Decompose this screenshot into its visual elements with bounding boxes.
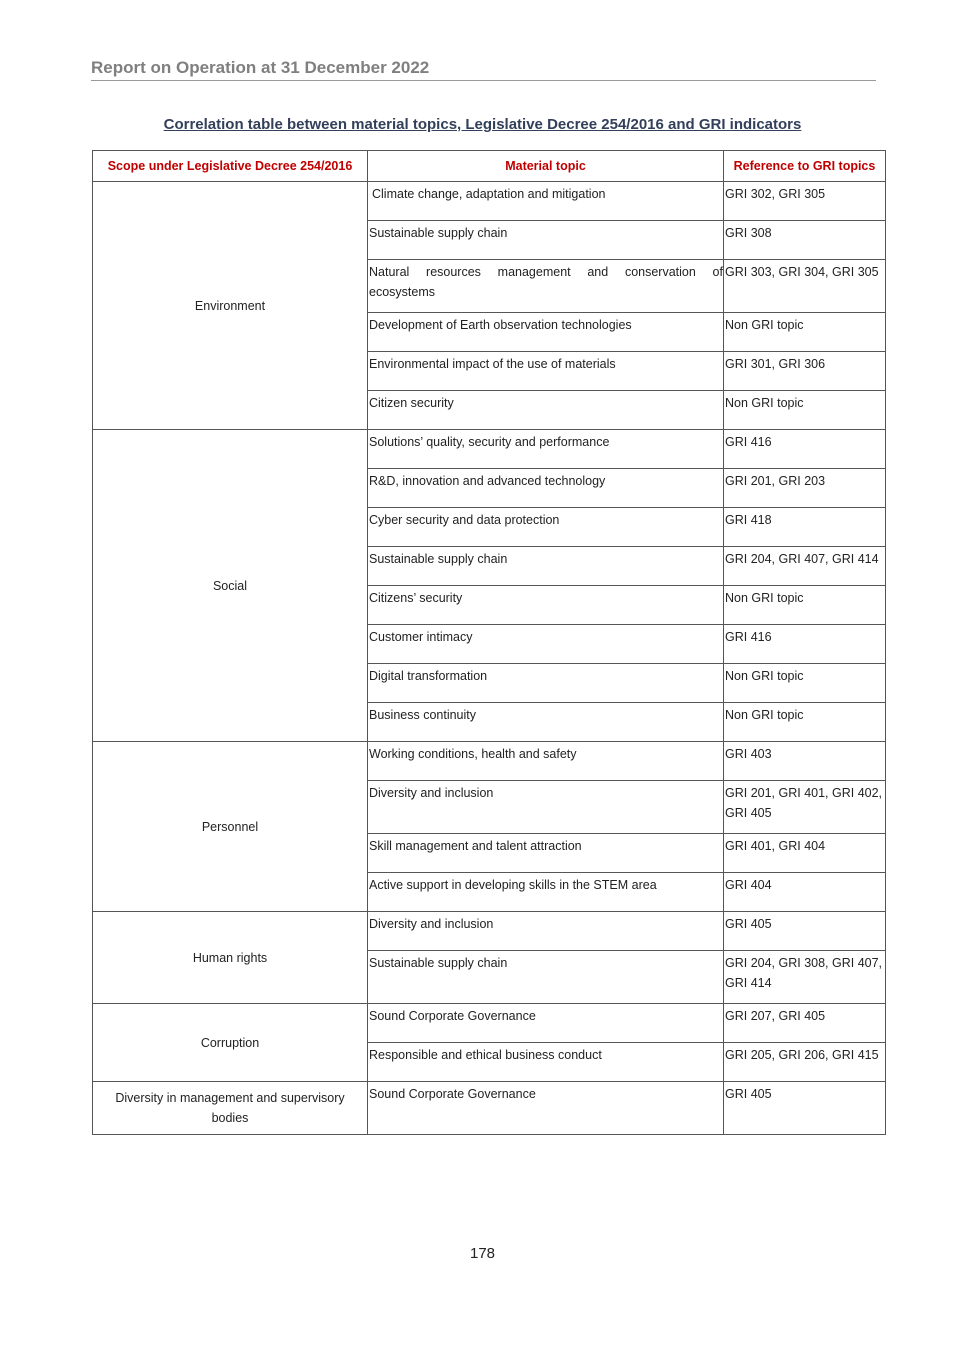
material-topic-cell: Diversity and inclusion xyxy=(368,781,724,834)
scope-cell-personnel: Personnel xyxy=(93,742,368,912)
gri-reference-cell: Non GRI topic xyxy=(724,586,886,625)
material-topic-cell: R&D, innovation and advanced technology xyxy=(368,469,724,508)
gri-reference-cell: GRI 403 xyxy=(724,742,886,781)
gri-reference-cell: GRI 301, GRI 306 xyxy=(724,352,886,391)
gri-reference-cell: GRI 401, GRI 404 xyxy=(724,834,886,873)
scope-cell-corruption: Corruption xyxy=(93,1004,368,1082)
material-topic-cell: Citizens’ security xyxy=(368,586,724,625)
gri-reference-cell: GRI 201, GRI 401, GRI 402, GRI 405 xyxy=(724,781,886,834)
gri-reference-cell: Non GRI topic xyxy=(724,313,886,352)
table-row xyxy=(93,1004,886,1043)
gri-reference-cell: Non GRI topic xyxy=(724,664,886,703)
gri-reference-cell: GRI 308 xyxy=(724,221,886,260)
material-topic-cell: Cyber security and data protection xyxy=(368,508,724,547)
report-title: Report on Operation at 31 December 2022 xyxy=(91,58,430,77)
gri-reference-cell: GRI 416 xyxy=(724,430,886,469)
material-topic-cell: Sustainable supply chain xyxy=(368,547,724,586)
table-row xyxy=(93,430,886,469)
table-title-text: Correlation table between material topics, Legislative Decree 254/2016 and GRI indicators xyxy=(163,116,802,133)
material-topic-cell: Sound Corporate Governance xyxy=(368,1082,724,1135)
material-topic-cell: Digital transformation xyxy=(368,664,724,703)
material-topic-cell: Sustainable supply chain xyxy=(368,951,724,1004)
gri-reference-cell: GRI 201, GRI 203 xyxy=(724,469,886,508)
column-header-material-topic: Material topic xyxy=(368,151,724,182)
gri-reference-cell: GRI 416 xyxy=(724,625,886,664)
material-topic-cell: Solutions’ quality, security and performance xyxy=(368,430,724,469)
material-topic-cell: Sound Corporate Governance xyxy=(368,1004,724,1043)
gri-reference-cell: Non GRI topic xyxy=(724,391,886,430)
material-topic-cell: Natural resources management and conservation of ecosystems xyxy=(368,260,724,313)
gri-reference-cell: GRI 303, GRI 304, GRI 305 xyxy=(724,260,886,313)
gri-reference-cell: GRI 405 xyxy=(724,1082,886,1135)
gri-reference-cell: GRI 207, GRI 405 xyxy=(724,1004,886,1043)
scope-cell-environment: Environment xyxy=(93,182,368,430)
material-topic-cell: Citizen security xyxy=(368,391,724,430)
column-header-scope: Scope under Legislative Decree 254/2016 xyxy=(93,151,368,182)
material-topic-cell: Diversity and inclusion xyxy=(368,912,724,951)
material-topic-cell: Customer intimacy xyxy=(368,625,724,664)
scope-cell-diversity-management: Diversity in management and supervisory bodies xyxy=(93,1082,368,1135)
material-topic-cell: Environmental impact of the use of materials xyxy=(368,352,724,391)
material-topic-cell: Sustainable supply chain xyxy=(368,221,724,260)
material-topic-cell: Active support in developing skills in the STEM area xyxy=(368,873,724,912)
gri-reference-cell: GRI 204, GRI 308, GRI 407, GRI 414 xyxy=(724,951,886,1004)
gri-reference-cell: GRI 302, GRI 305 xyxy=(724,182,886,221)
page-number: 178 xyxy=(469,1245,496,1262)
table-header-row xyxy=(93,151,886,182)
gri-reference-cell: GRI 204, GRI 407, GRI 414 xyxy=(724,547,886,586)
material-topic-cell: Business continuity xyxy=(368,703,724,742)
gri-reference-cell: GRI 418 xyxy=(724,508,886,547)
table-row xyxy=(93,182,886,221)
table-row xyxy=(93,912,886,951)
scope-cell-social: Social xyxy=(93,430,368,742)
gri-reference-cell: GRI 205, GRI 206, GRI 415 xyxy=(724,1043,886,1082)
material-topic-cell: Responsible and ethical business conduct xyxy=(368,1043,724,1082)
gri-reference-cell: GRI 404 xyxy=(724,873,886,912)
material-topic-cell: Skill management and talent attraction xyxy=(368,834,724,873)
gri-reference-cell: GRI 405 xyxy=(724,912,886,951)
table-row xyxy=(93,1082,886,1135)
page-header xyxy=(91,58,876,81)
table-row xyxy=(93,742,886,781)
column-header-gri-reference: Reference to GRI topics xyxy=(724,151,886,182)
gri-reference-cell: Non GRI topic xyxy=(724,703,886,742)
material-topic-cell: Climate change, adaptation and mitigation xyxy=(368,182,724,221)
material-topic-cell: Development of Earth observation technologies xyxy=(368,313,724,352)
scope-cell-human-rights: Human rights xyxy=(93,912,368,1004)
table-title xyxy=(0,116,965,134)
material-topic-cell: Working conditions, health and safety xyxy=(368,742,724,781)
correlation-table xyxy=(92,150,886,1135)
